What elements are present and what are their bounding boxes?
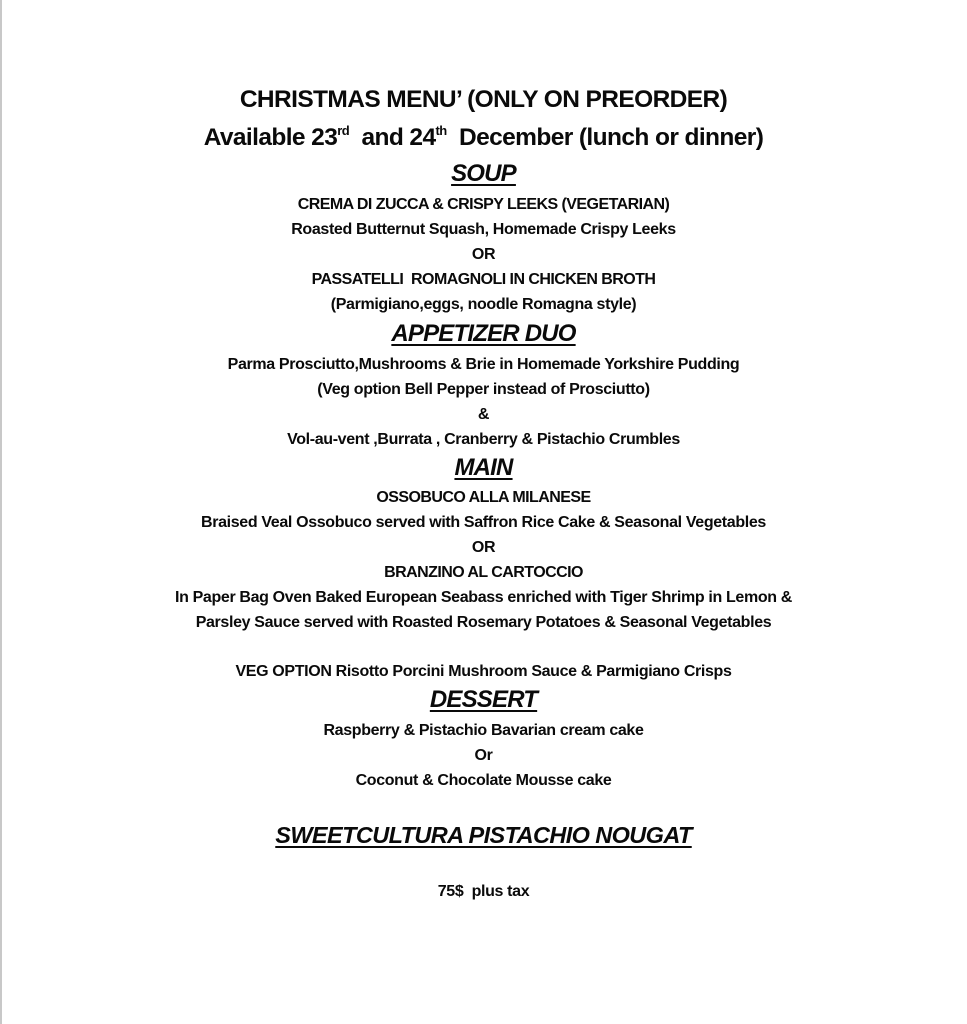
soup-item-2-description: (Parmigiano,eggs, noodle Romagna style) bbox=[330, 296, 637, 313]
soup-item-2-name: PASSATELLI ROMAGNOLI IN CHICKEN BROTH bbox=[311, 271, 656, 288]
main-veg-option: VEG OPTION Risotto Porcini Mushroom Sauce & Parmigiano Crisps bbox=[235, 663, 732, 680]
dessert-item-2: Coconut & Chocolate Mousse cake bbox=[355, 772, 612, 789]
appetizer-item-2: Vol-au-vent ,Burrata , Cranberry & Pistachio Crumbles bbox=[287, 431, 680, 448]
section-heading-appetizer: APPETIZER DUO bbox=[391, 320, 576, 347]
main-item-2-description-line-1: In Paper Bag Oven Baked European Seabass enriched with Tiger Shrimp in Lemon & bbox=[174, 589, 792, 606]
soup-or-separator: OR bbox=[471, 246, 496, 263]
availability-line bbox=[0, 124, 967, 152]
extra-nougat-heading: SWEETCULTURA PISTACHIO NOUGAT bbox=[275, 822, 692, 848]
soup-item-1-name: CREMA DI ZUCCA & CRISPY LEEKS (VEGETARIAN) bbox=[297, 196, 670, 213]
main-or-separator: OR bbox=[471, 539, 496, 556]
superscript-rd: rd bbox=[337, 123, 350, 138]
menu-price: 75$ plus tax bbox=[437, 883, 530, 900]
page-left-border bbox=[0, 0, 2, 1024]
main-item-2-description-line-2: Parsley Sauce served with Roasted Rosemary Potatoes & Seasonal Vegetables bbox=[195, 614, 772, 631]
section-heading-main: MAIN bbox=[454, 454, 513, 481]
main-item-2-name: BRANZINO AL CARTOCCIO bbox=[384, 564, 583, 581]
superscript-th: th bbox=[435, 123, 447, 138]
dessert-or-separator: Or bbox=[474, 747, 493, 764]
appetizer-veg-option: (Veg option Bell Pepper instead of Prosciutto) bbox=[317, 381, 650, 398]
availability-suffix: December (lunch or dinner) bbox=[446, 124, 764, 151]
section-heading-soup: SOUP bbox=[451, 160, 516, 187]
main-item-1-name: OSSOBUCO ALLA MILANESE bbox=[376, 489, 591, 506]
main-item-1-description: Braised Veal Ossobuco served with Saffron Rice Cake & Seasonal Vegetables bbox=[201, 514, 766, 531]
appetizer-item-1: Parma Prosciutto,Mushrooms & Brie in Homemade Yorkshire Pudding bbox=[227, 356, 740, 373]
section-heading-dessert: DESSERT bbox=[429, 686, 538, 713]
soup-item-1-description: Roasted Butternut Squash, Homemade Crispy Leeks bbox=[291, 221, 676, 238]
menu-title: CHRISTMAS MENU’ (ONLY ON PREORDER) bbox=[239, 86, 728, 113]
availability-prefix: Available 23 bbox=[203, 124, 338, 151]
appetizer-and-separator: & bbox=[477, 406, 490, 423]
dessert-item-1: Raspberry & Pistachio Bavarian cream cake bbox=[323, 722, 644, 739]
availability-middle: and 24 bbox=[349, 124, 436, 151]
